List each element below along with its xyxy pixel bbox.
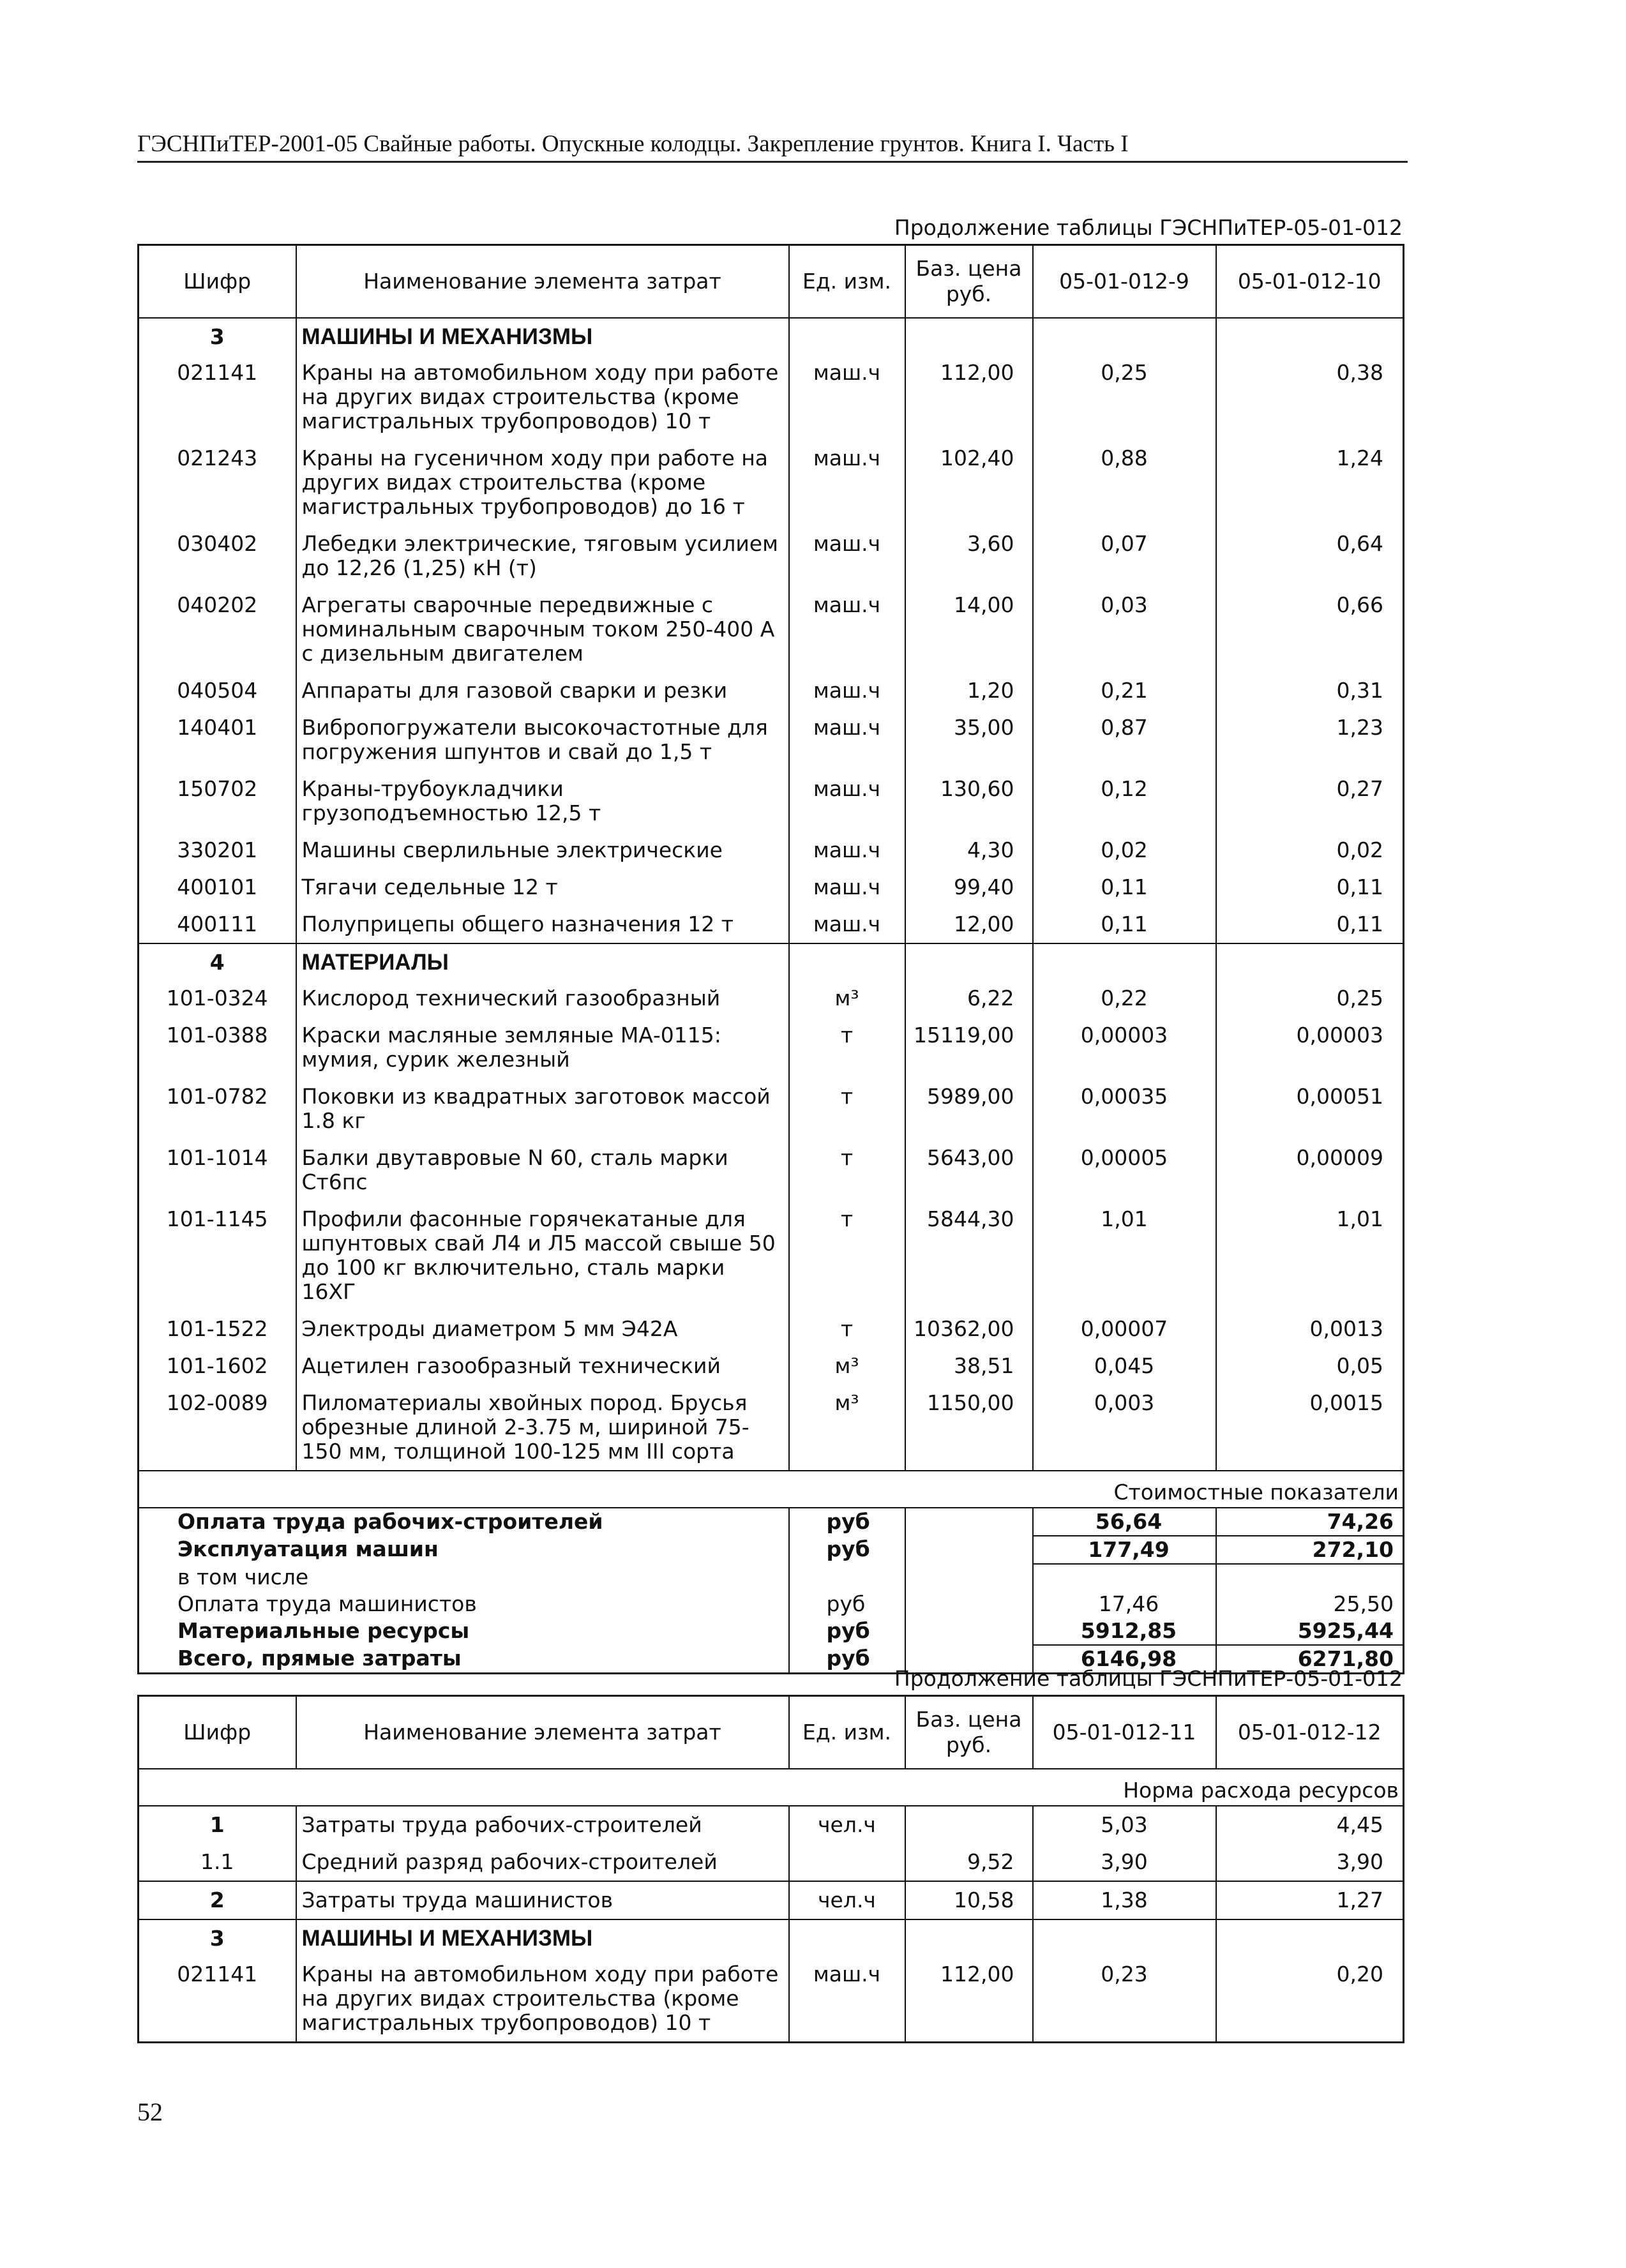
column-header-code: Шифр	[139, 245, 296, 319]
resource-code: 030402	[139, 525, 296, 587]
resource-unit: чел.ч	[789, 1806, 905, 1844]
resource-price	[905, 1806, 1033, 1844]
resource-norm-2: 0,31	[1216, 672, 1404, 709]
resource-price: 5989,00	[905, 1078, 1033, 1139]
resource-price: 112,00	[905, 1956, 1033, 2043]
cost-label: Оплата труда машинистов	[139, 1591, 789, 1618]
resource-price: 9,52	[905, 1844, 1033, 1881]
resource-name: Краны на автомобильном ходу при работе на других видах строительства (кроме магистральных трубопроводов) 10 т	[296, 354, 789, 440]
resource-unit: маш.ч	[789, 672, 905, 709]
resource-unit: маш.ч	[789, 770, 905, 832]
resource-price: 3,60	[905, 525, 1033, 587]
resource-name: Аппараты для газовой сварки и резки	[296, 672, 789, 709]
resource-norm-2: 0,64	[1216, 525, 1404, 587]
resource-price: 112,00	[905, 354, 1033, 440]
table-header-row	[139, 245, 1404, 319]
resource-unit: маш.ч	[789, 440, 905, 525]
section-title: МАТЕРИАЛЫ	[296, 943, 789, 980]
resource-norm-1: 0,87	[1033, 709, 1216, 770]
table-row	[139, 770, 1404, 832]
page-number: 52	[137, 2098, 163, 2126]
section-title: МАШИНЫ И МЕХАНИЗМЫ	[296, 318, 789, 354]
resource-code: 101-1014	[139, 1139, 296, 1201]
resource-norm-2: 0,05	[1216, 1348, 1404, 1385]
cost-unit: руб	[789, 1645, 905, 1674]
column-header-norm-1: 05-01-012-11	[1033, 1696, 1216, 1769]
cost-row	[139, 1508, 1404, 1536]
cost-header-row	[139, 1471, 1404, 1508]
empty-cell	[905, 1564, 1033, 1591]
cost-value-1: 177,49	[1033, 1536, 1216, 1564]
empty-cell	[905, 1919, 1033, 1956]
resource-price: 12,00	[905, 906, 1033, 943]
resource-unit: маш.ч	[789, 1956, 905, 2043]
resource-norm-2: 0,20	[1216, 1956, 1404, 2043]
empty-cell	[905, 318, 1033, 354]
resource-norm-2: 0,02	[1216, 832, 1404, 869]
resource-norm-1: 0,00007	[1033, 1310, 1216, 1348]
resource-name: Пиломатериалы хвойных пород. Брусья обрезные длиной 2-3.75 м, шириной 75-150 мм, толщиной 100-125 мм III сорта	[296, 1385, 789, 1471]
resource-name: Тягачи седельные 12 т	[296, 869, 789, 906]
resource-unit	[789, 1844, 905, 1881]
cost-value-1: 17,46	[1033, 1591, 1216, 1618]
resource-unit: м³	[789, 980, 905, 1017]
resource-price: 130,60	[905, 770, 1033, 832]
cost-unit: руб	[789, 1508, 905, 1536]
cost-label: Эксплуатация машин	[139, 1536, 789, 1564]
resource-unit: маш.ч	[789, 869, 905, 906]
resource-norm-2: 0,11	[1216, 906, 1404, 943]
resource-norm-1: 0,11	[1033, 869, 1216, 906]
resource-norm-1: 0,00005	[1033, 1139, 1216, 1201]
column-header-code: Шифр	[139, 1696, 296, 1769]
resource-name: Электроды диаметром 5 мм Э42А	[296, 1310, 789, 1348]
resource-code: 400111	[139, 906, 296, 943]
resource-name: Средний разряд рабочих-строителей	[296, 1844, 789, 1881]
resource-price: 1150,00	[905, 1385, 1033, 1471]
resource-unit: маш.ч	[789, 354, 905, 440]
resource-name: Профили фасонные горячекатаные для шпунтовых свай Л4 и Л5 массой свыше 50 до 100 кг включительно, сталь марки 16ХГ	[296, 1201, 789, 1310]
resource-norm-2: 1,01	[1216, 1201, 1404, 1310]
table-row	[139, 1956, 1404, 2043]
table-row	[139, 1806, 1404, 1844]
resource-name: Полуприцепы общего назначения 12 т	[296, 906, 789, 943]
resource-norm-2: 0,25	[1216, 980, 1404, 1017]
resource-price: 15119,00	[905, 1017, 1033, 1078]
resource-price: 102,40	[905, 440, 1033, 525]
resource-norm-1: 0,00035	[1033, 1078, 1216, 1139]
table-row	[139, 672, 1404, 709]
cost-unit	[789, 1564, 905, 1591]
cost-unit: руб	[789, 1536, 905, 1564]
cost-value-1	[1033, 1564, 1216, 1591]
table-row	[139, 980, 1404, 1017]
resource-unit: т	[789, 1017, 905, 1078]
resource-code: 101-0782	[139, 1078, 296, 1139]
resource-code: 040504	[139, 672, 296, 709]
resource-name: Агрегаты сварочные передвижные с номинальным сварочным током 250-400 А с дизельным двигателем	[296, 587, 789, 672]
empty-cell	[789, 1919, 905, 1956]
cost-header: Стоимостные показатели	[139, 1471, 1404, 1508]
table-row	[139, 1844, 1404, 1881]
resource-code: 021141	[139, 354, 296, 440]
resource-price: 35,00	[905, 709, 1033, 770]
table-row	[139, 1348, 1404, 1385]
resource-name: Краски масляные земляные МА-0115: мумия, сурик железный	[296, 1017, 789, 1078]
cost-value-2: 25,50	[1216, 1591, 1404, 1618]
resource-unit: маш.ч	[789, 587, 905, 672]
section-title: МАШИНЫ И МЕХАНИЗМЫ	[296, 1919, 789, 1956]
resource-norm-1: 1,38	[1033, 1881, 1216, 1919]
resource-norm-2: 0,00009	[1216, 1139, 1404, 1201]
cost-value-2	[1216, 1564, 1404, 1591]
resource-norm-1: 0,045	[1033, 1348, 1216, 1385]
resource-table-2	[137, 1695, 1404, 2043]
table-header-row	[139, 1696, 1404, 1769]
column-header-unit: Ед. изм.	[789, 1696, 905, 1769]
resource-norm-1: 0,11	[1033, 906, 1216, 943]
column-header-unit: Ед. изм.	[789, 245, 905, 319]
resource-norm-1: 0,22	[1033, 980, 1216, 1017]
resource-norm-2: 0,66	[1216, 587, 1404, 672]
norm-header-row	[139, 1769, 1404, 1806]
resource-unit: м³	[789, 1348, 905, 1385]
cost-value-2: 74,26	[1216, 1508, 1404, 1536]
resource-norm-2: 0,00003	[1216, 1017, 1404, 1078]
resource-name: Краны на автомобильном ходу при работе на других видах строительства (кроме магистральных трубопроводов) 10 т	[296, 1956, 789, 2043]
resource-code: 1	[139, 1806, 296, 1844]
page-header: ГЭСНПиТЕР-2001-05 Свайные работы. Опускные колодцы. Закрепление грунтов. Книга I. Часть I	[137, 128, 1408, 163]
resource-norm-1: 0,03	[1033, 587, 1216, 672]
table-row	[139, 354, 1404, 440]
resource-unit: т	[789, 1201, 905, 1310]
resource-norm-1: 0,23	[1033, 1956, 1216, 2043]
resource-unit: маш.ч	[789, 709, 905, 770]
empty-cell	[1216, 943, 1404, 980]
cost-value-1: 56,64	[1033, 1508, 1216, 1536]
empty-cell	[1216, 1919, 1404, 1956]
resource-norm-1: 0,21	[1033, 672, 1216, 709]
resource-norm-2: 1,27	[1216, 1881, 1404, 1919]
resource-code: 400101	[139, 869, 296, 906]
norm-header: Норма расхода ресурсов	[139, 1769, 1404, 1806]
empty-cell	[1033, 1919, 1216, 1956]
cost-value-2: 6271,80	[1216, 1645, 1404, 1674]
resource-norm-2: 0,11	[1216, 869, 1404, 906]
resource-norm-2: 1,23	[1216, 709, 1404, 770]
table-row	[139, 1310, 1404, 1348]
resource-norm-1: 1,01	[1033, 1201, 1216, 1310]
cost-row	[139, 1536, 1404, 1564]
empty-cell	[1033, 943, 1216, 980]
resource-name: Ацетилен газообразный технический	[296, 1348, 789, 1385]
resource-code: 021141	[139, 1956, 296, 2043]
resource-code: 330201	[139, 832, 296, 869]
cost-label: Материальные ресурсы	[139, 1618, 789, 1645]
table-row	[139, 1881, 1404, 1919]
table-row	[139, 906, 1404, 943]
resource-code: 2	[139, 1881, 296, 1919]
section-row	[139, 318, 1404, 354]
table2-caption: Продолжение таблицы ГЭСНПиТЕР-05-01-012	[894, 1666, 1403, 1691]
section-row	[139, 943, 1404, 980]
resource-name: Лебедки электрические, тяговым усилием до 12,26 (1,25) кН (т)	[296, 525, 789, 587]
resource-name: Балки двутавровые N 60, сталь марки Ст6пс	[296, 1139, 789, 1201]
empty-cell	[905, 1536, 1033, 1564]
resource-price: 5844,30	[905, 1201, 1033, 1310]
cost-value-2: 5925,44	[1216, 1618, 1404, 1645]
resource-code: 101-0388	[139, 1017, 296, 1078]
resource-norm-1: 5,03	[1033, 1806, 1216, 1844]
column-header-name: Наименование элемента затрат	[296, 1696, 789, 1769]
resource-name: Машины сверлильные электрические	[296, 832, 789, 869]
resource-norm-2: 0,00051	[1216, 1078, 1404, 1139]
resource-norm-2: 0,0015	[1216, 1385, 1404, 1471]
table-row	[139, 869, 1404, 906]
section-row	[139, 1919, 1404, 1956]
resource-norm-2: 0,27	[1216, 770, 1404, 832]
resource-price: 1,20	[905, 672, 1033, 709]
empty-cell	[905, 943, 1033, 980]
resource-price: 4,30	[905, 832, 1033, 869]
resource-norm-2: 0,38	[1216, 354, 1404, 440]
resource-norm-1: 0,07	[1033, 525, 1216, 587]
resource-name: Вибропогружатели высокочастотные для погружения шпунтов и свай до 1,5 т	[296, 709, 789, 770]
resource-price: 99,40	[905, 869, 1033, 906]
cost-label: в том числе	[139, 1564, 789, 1591]
column-header-norm-2: 05-01-012-12	[1216, 1696, 1404, 1769]
resource-norm-2: 0,0013	[1216, 1310, 1404, 1348]
column-header-price: Баз. цена руб.	[905, 1696, 1033, 1769]
resource-code: 102-0089	[139, 1385, 296, 1471]
resource-unit: маш.ч	[789, 525, 905, 587]
section-code: 3	[139, 1919, 296, 1956]
table-row	[139, 1201, 1404, 1310]
resource-name: Поковки из квадратных заготовок массой 1.8 кг	[296, 1078, 789, 1139]
cost-value-1: 6146,98	[1033, 1645, 1216, 1674]
resource-name: Краны-трубоукладчики грузоподъемностью 12,5 т	[296, 770, 789, 832]
cost-row	[139, 1618, 1404, 1645]
resource-norm-1: 3,90	[1033, 1844, 1216, 1881]
table-row	[139, 1078, 1404, 1139]
resource-price: 38,51	[905, 1348, 1033, 1385]
empty-cell	[905, 1508, 1033, 1536]
table-row	[139, 709, 1404, 770]
resource-unit: чел.ч	[789, 1881, 905, 1919]
column-header-name: Наименование элемента затрат	[296, 245, 789, 319]
cost-label: Оплата труда рабочих-строителей	[139, 1508, 789, 1536]
resource-code: 101-0324	[139, 980, 296, 1017]
resource-price: 10362,00	[905, 1310, 1033, 1348]
table-row	[139, 525, 1404, 587]
resource-norm-1: 0,003	[1033, 1385, 1216, 1471]
resource-name: Кислород технический газообразный	[296, 980, 789, 1017]
resource-unit: т	[789, 1078, 905, 1139]
resource-code: 021243	[139, 440, 296, 525]
resource-name: Затраты труда рабочих-строителей	[296, 1806, 789, 1844]
resource-norm-1: 0,12	[1033, 770, 1216, 832]
resource-unit: т	[789, 1139, 905, 1201]
column-header-norm-1: 05-01-012-9	[1033, 245, 1216, 319]
table-row	[139, 1139, 1404, 1201]
resource-code: 101-1145	[139, 1201, 296, 1310]
resource-code: 140401	[139, 709, 296, 770]
resource-unit: маш.ч	[789, 832, 905, 869]
resource-norm-1: 0,88	[1033, 440, 1216, 525]
resource-unit: маш.ч	[789, 906, 905, 943]
empty-cell	[789, 318, 905, 354]
section-code: 4	[139, 943, 296, 980]
resource-code: 101-1522	[139, 1310, 296, 1348]
empty-cell	[905, 1618, 1033, 1645]
column-header-norm-2: 05-01-012-10	[1216, 245, 1404, 319]
column-header-price: Баз. цена руб.	[905, 245, 1033, 319]
empty-cell	[1216, 318, 1404, 354]
cost-label: Всего, прямые затраты	[139, 1645, 789, 1674]
resource-norm-1: 0,00003	[1033, 1017, 1216, 1078]
resource-code: 101-1602	[139, 1348, 296, 1385]
cost-value-1: 5912,85	[1033, 1618, 1216, 1645]
resource-price: 10,58	[905, 1881, 1033, 1919]
resource-price: 6,22	[905, 980, 1033, 1017]
cost-row	[139, 1591, 1404, 1618]
table-row	[139, 1017, 1404, 1078]
resource-norm-1: 0,25	[1033, 354, 1216, 440]
empty-cell	[1033, 318, 1216, 354]
resource-norm-2: 4,45	[1216, 1806, 1404, 1844]
resource-norm-2: 3,90	[1216, 1844, 1404, 1881]
resource-code: 150702	[139, 770, 296, 832]
table-row	[139, 1385, 1404, 1471]
cost-row	[139, 1564, 1404, 1591]
cost-unit: руб	[789, 1591, 905, 1618]
resource-price: 5643,00	[905, 1139, 1033, 1201]
table1-caption: Продолжение таблицы ГЭСНПиТЕР-05-01-012	[894, 215, 1403, 240]
table-row	[139, 587, 1404, 672]
resource-table-1	[137, 244, 1404, 1674]
resource-unit: м³	[789, 1385, 905, 1471]
table-row	[139, 832, 1404, 869]
section-code: 3	[139, 318, 296, 354]
resource-norm-1: 0,02	[1033, 832, 1216, 869]
empty-cell	[789, 943, 905, 980]
resource-name: Краны на гусеничном ходу при работе на других видах строительства (кроме магистральных трубопроводов) до 16 т	[296, 440, 789, 525]
resource-unit: т	[789, 1310, 905, 1348]
resource-code: 040202	[139, 587, 296, 672]
resource-name: Затраты труда машинистов	[296, 1881, 789, 1919]
table-row	[139, 440, 1404, 525]
cost-unit: руб	[789, 1618, 905, 1645]
empty-cell	[905, 1591, 1033, 1618]
resource-norm-2: 1,24	[1216, 440, 1404, 525]
resource-code: 1.1	[139, 1844, 296, 1881]
resource-price: 14,00	[905, 587, 1033, 672]
cost-value-2: 272,10	[1216, 1536, 1404, 1564]
